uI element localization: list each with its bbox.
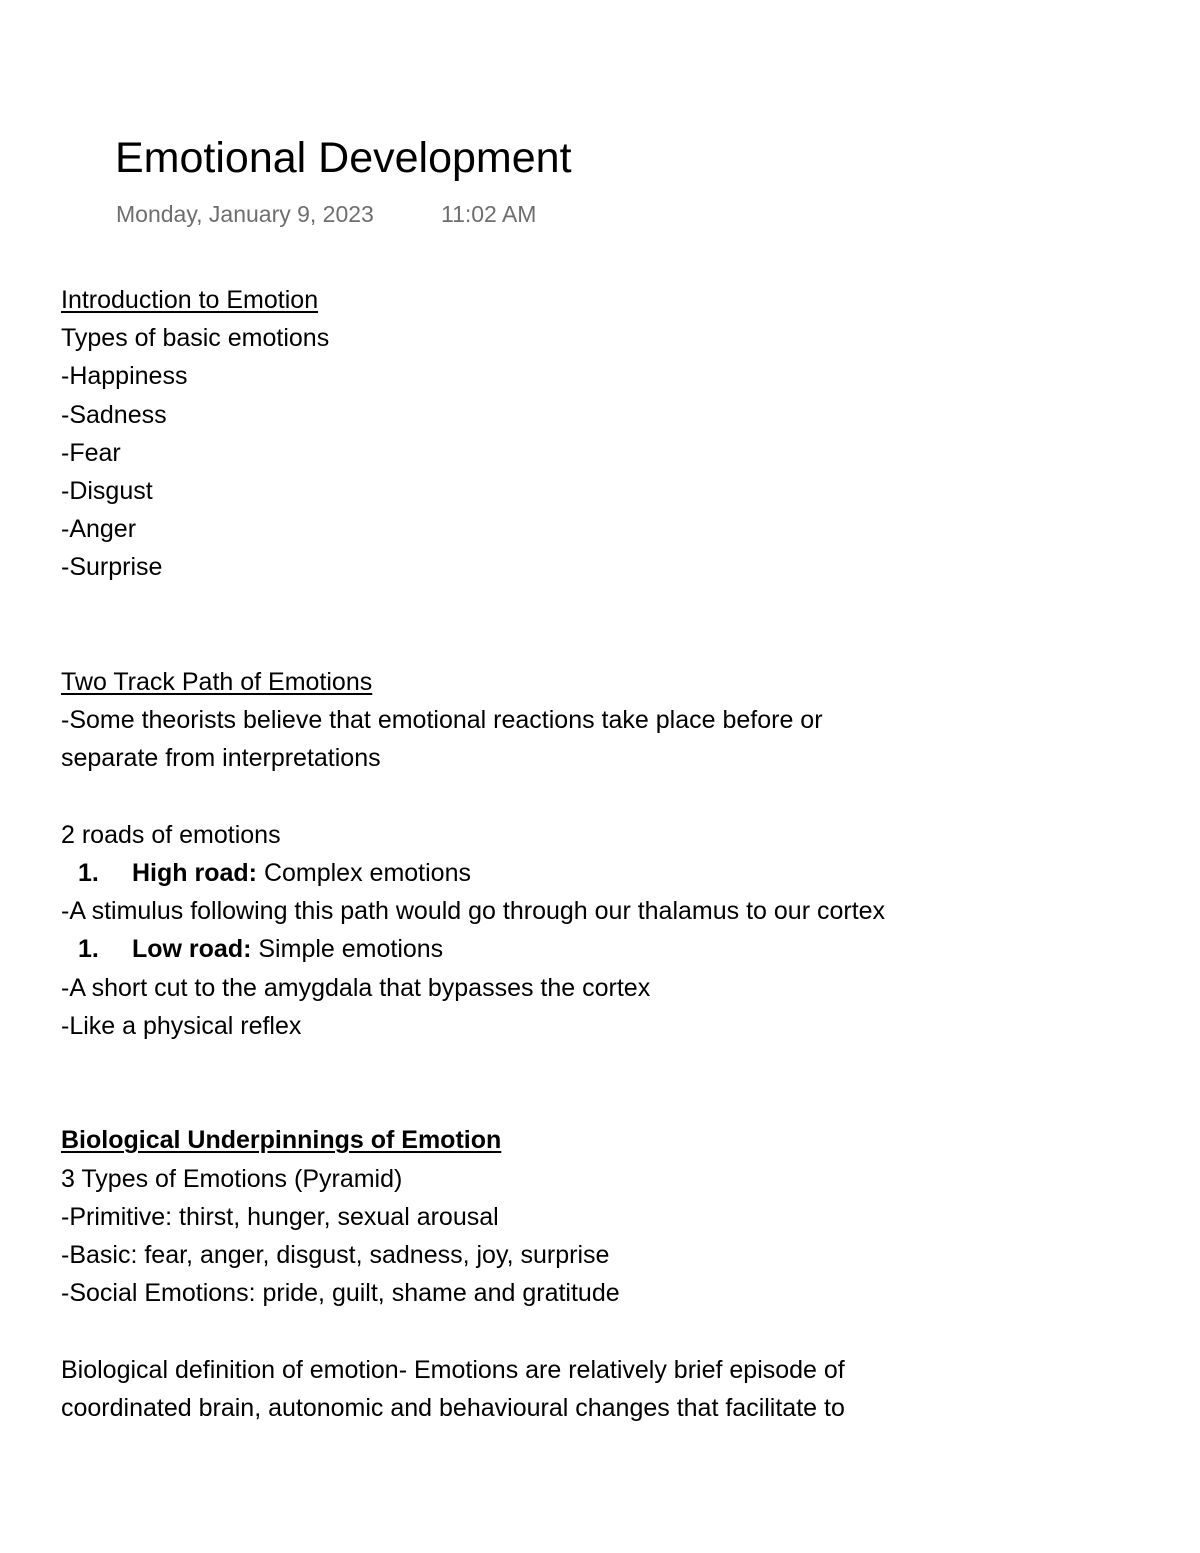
page-title: Emotional Development [115, 134, 572, 182]
paragraph-line: -A stimulus following this path would go through our thalamus to our cortex [61, 897, 886, 926]
list-item: -Anger [61, 515, 137, 544]
high-road-label: High road: [132, 859, 257, 888]
spacer [61, 587, 1161, 663]
spacer [61, 778, 1161, 816]
paragraph-line: coordinated brain, autonomic and behavioural changes that facilitate to [61, 1393, 845, 1422]
page-time: 11:02 AM [441, 201, 537, 227]
section-heading-biological: Biological Underpinnings of Emotion [61, 1126, 502, 1155]
spacer [61, 1045, 1161, 1121]
low-road-label: Low road: [132, 935, 252, 964]
section-heading-introduction: Introduction to Emotion [61, 286, 319, 314]
paragraph-line: -A short cut to the amygdala that bypasses the cortex [61, 973, 651, 1002]
section-intro: 3 Types of Emotions (Pyramid) [61, 1164, 403, 1193]
high-road-text: Complex emotions [257, 859, 471, 888]
numbered-item-low-road [61, 930, 1161, 968]
list-item: -Primitive: thirst, hunger, sexual arousal [61, 1202, 499, 1231]
page-date: Monday, January 9, 2023 [116, 201, 374, 227]
note-body [61, 281, 1161, 1427]
paragraph-line: Biological definition of emotion- Emotions are relatively brief episode of [61, 1355, 845, 1384]
low-road-text: Simple emotions [251, 935, 444, 964]
list-item: -Basic: fear, anger, disgust, sadness, joy, surprise [61, 1241, 610, 1270]
list-item: -Happiness [61, 362, 188, 391]
list-number: 1. [78, 935, 99, 964]
list-item: -Disgust [61, 477, 153, 506]
list-number: 1. [78, 859, 99, 888]
paragraph-line: separate from interpretations [61, 744, 381, 773]
list-item: -Social Emotions: pride, guilt, shame and gratitude [61, 1279, 620, 1308]
list-item: -Fear [61, 438, 121, 467]
spacer [61, 1312, 1161, 1350]
paragraph-line: -Some theorists believe that emotional reactions take place before or [61, 706, 823, 735]
numbered-item-high-road [61, 854, 1161, 892]
list-item: -Sadness [61, 400, 167, 429]
page-meta [116, 198, 537, 230]
paragraph-line: -Like a physical reflex [61, 1011, 302, 1040]
list-item: -Surprise [61, 553, 163, 582]
section-intro: Types of basic emotions [61, 324, 330, 353]
section-heading-two-track: Two Track Path of Emotions [61, 668, 373, 697]
roads-intro: 2 roads of emotions [61, 820, 281, 849]
